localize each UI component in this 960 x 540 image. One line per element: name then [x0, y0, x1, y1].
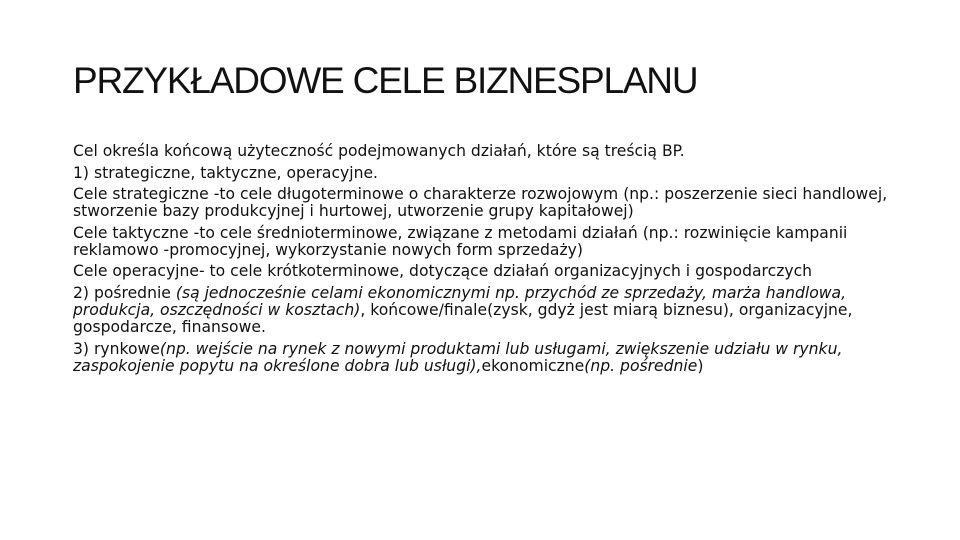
text-run: Cele operacyjne- to cele krótkoterminowe, dotyczące działań organizacyjnych i gospodarczych	[73, 262, 813, 281]
body-paragraph	[73, 341, 913, 375]
body-paragraph	[73, 225, 913, 259]
slide-body	[73, 143, 913, 375]
text-run: 2) pośrednie	[73, 283, 176, 302]
text-run: Cele strategiczne -to cele długoterminowe o charakterze rozwojowym (np.: poszerzenie sieci handlowej, stworzenie bazy produkcyjnej i hurtowej, utworzenie grupy kapitałowej)	[73, 185, 888, 221]
italic-text: (np. wejście na rynek z nowymi produktami lub usługami, zwiększenie udziału w rynku, zaspokojenie popytu na określone dobra lub usługi),	[73, 339, 843, 375]
text-run: 1) strategiczne, taktyczne, operacyjne.	[73, 163, 379, 182]
italic-text: (np. pośrednie	[584, 356, 698, 375]
text-run: , końcowe/finale(zysk, gdyż jest miarą biznesu), organizacyjne, gospodarcze, finansowe.	[73, 300, 853, 336]
body-paragraph	[73, 285, 913, 336]
body-paragraph	[73, 186, 913, 220]
body-paragraph	[73, 263, 913, 280]
text-run: Cel określa końcową użyteczność podejmowanych działań, które są treścią BP.	[73, 142, 685, 160]
body-paragraph	[73, 165, 913, 182]
text-run: 3) rynkowe	[73, 339, 160, 358]
text-run: Cele taktyczne -to cele średnioterminowe, związane z metodami działań (np.: rozwinięcie kampanii reklamowo -promocyjnej, wykorzystanie nowych form sprzedaży)	[73, 223, 848, 259]
slide-title: PRZYKŁADOWE CELE BIZNESPLANU	[73, 60, 698, 101]
text-run: )	[697, 356, 704, 375]
body-paragraph	[73, 143, 913, 160]
italic-text: (są jednocześnie celami ekonomicznymi np. przychód ze sprzedaży, marża handlowa, produkcja, oszczędności w kosztach)	[73, 283, 847, 319]
text-run: ekonomiczne	[481, 356, 585, 375]
